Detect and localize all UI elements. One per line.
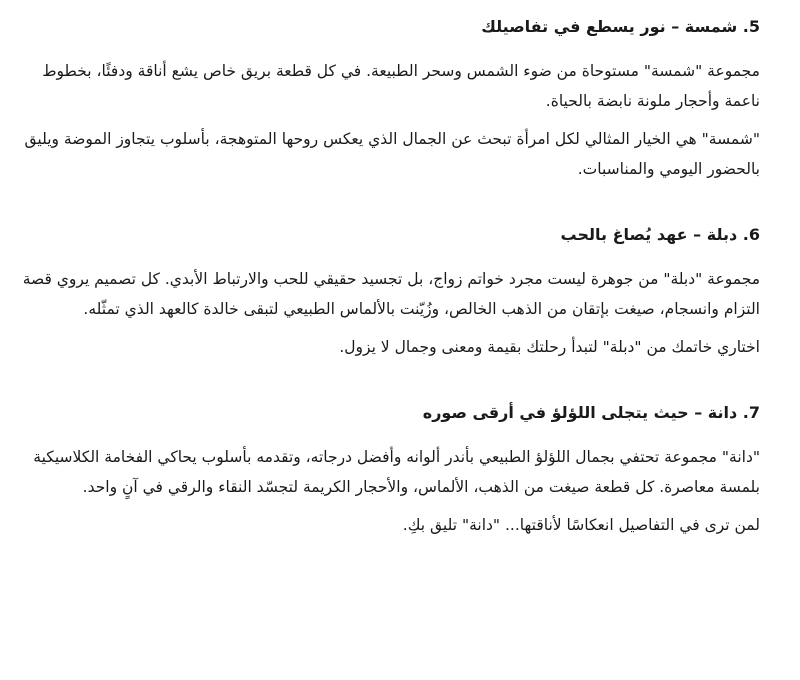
- section-paragraph: مجموعة "دبلة" من جوهرة ليست مجرد خواتم زواج، بل تجسيد حقيقي للحب والارتباط الأبدي. كل تصميم يروي قصة التزام وانسجام، صيغت بإتقان من الذهب الخالص، وزُيّنت بالألماس الطبيعي لتبقى خالدة كالعهد الذي تمثّله.: [22, 270, 760, 318]
- section-paragraph: "شمسة" هي الخيار المثالي لكل امرأة تبحث عن الجمال الذي يعكس روحها المتوهجة، بأسلوب يتجاوز الموضة ويليق بالحضور اليومي والمناسبات.: [24, 130, 760, 178]
- section-heading: 6. دبلة – عهد يُصاغ بالحب: [560, 225, 760, 244]
- section-dubla: [16, 220, 760, 362]
- section-paragraph: لمن ترى في التفاصيل انعكاسًا لأناقتها... "دانة" تليق بكِ.: [402, 516, 760, 534]
- section-dana: [16, 398, 760, 540]
- section-heading: 5. شمسة – نور يسطع في تفاصيلك: [481, 17, 760, 36]
- section-heading: 7. دانة – حيث يتجلى اللؤلؤ في أرقى صوره: [422, 403, 760, 422]
- section-shamsa: [16, 12, 760, 184]
- section-paragraph: "دانة" مجموعة تحتفي بجمال اللؤلؤ الطبيعي بأندر ألوانه وأفضل درجاته، وتقدمه بأسلوب يحاكي الفخامة الكلاسيكية بلمسة معاصرة. كل قطعة صيغت من الذهب، الألماس، والأحجار الكريمة لتجسّد النقاء والرقي في آنٍ واحد.: [33, 448, 760, 496]
- section-paragraph: اختاري خاتمك من "دبلة" لتبدأ رحلتك بقيمة ومعنى وجمال لا يزول.: [339, 338, 760, 356]
- section-paragraph: مجموعة "شمسة" مستوحاة من ضوء الشمس وسحر الطبيعة. في كل قطعة بريق خاص يشع أناقة ودفئًا، بخطوط ناعمة وأحجار ملونة نابضة بالحياة.: [42, 62, 760, 110]
